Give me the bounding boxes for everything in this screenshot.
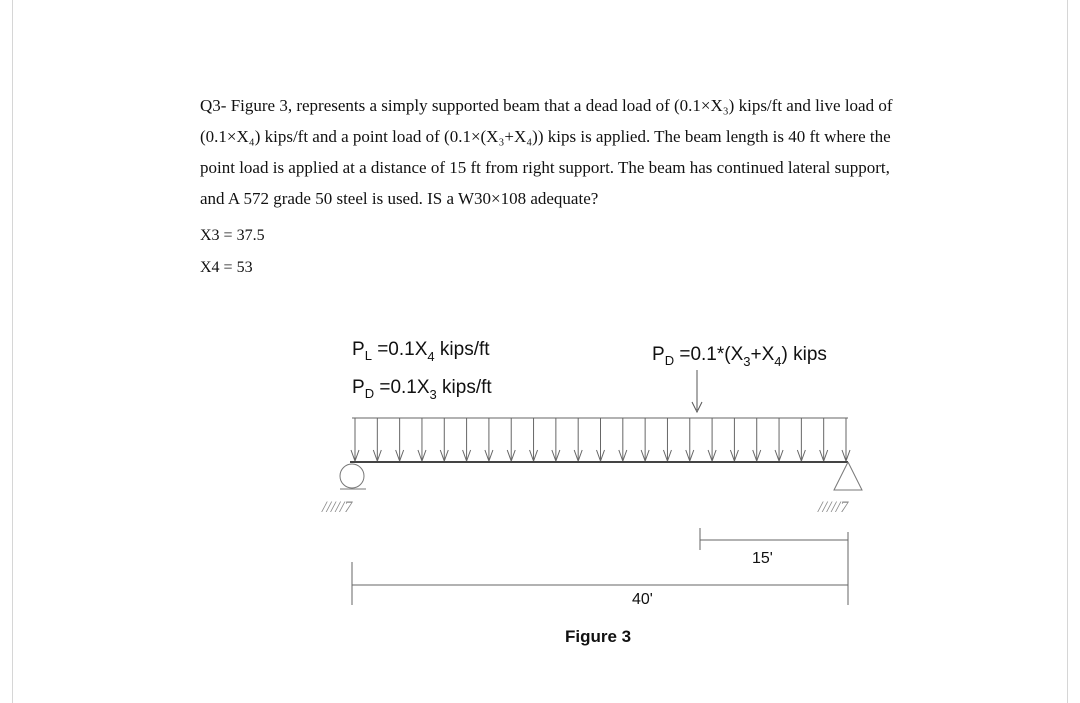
variable-x4: X4 = 53 xyxy=(200,259,253,276)
dimension-15ft-label: 15' xyxy=(752,550,773,567)
left-pin-support xyxy=(321,464,366,516)
udl-arrow xyxy=(842,418,850,461)
dead-load-label: $P_D =0.1X_3$ kips/ft xyxy=(352,377,492,402)
live-load-label: $P_L =0.1X_4$ kips/ft xyxy=(352,339,490,364)
question-line-3: point load is applied at a distance of 15 ft from right support. The beam has continued lateral support, xyxy=(200,158,890,177)
udl-arrow xyxy=(730,418,738,461)
figure-caption: Figure 3 xyxy=(565,627,632,646)
point-load-label: $P_D =0.1*(X_3+X_4)$ kips xyxy=(652,344,827,369)
dimension-15ft xyxy=(700,528,848,570)
udl-arrow xyxy=(753,418,761,461)
udl-arrow xyxy=(820,418,828,461)
udl-arrow xyxy=(440,418,448,461)
udl-arrow xyxy=(530,418,538,461)
udl-arrow xyxy=(507,418,515,461)
udl-arrow xyxy=(708,418,716,461)
right-support xyxy=(817,462,862,516)
udl-arrow xyxy=(797,418,805,461)
udl-arrow xyxy=(619,418,627,461)
udl-arrow xyxy=(463,418,471,461)
udl-arrow xyxy=(351,418,359,461)
point-load-arrow xyxy=(692,370,702,412)
udl-arrow xyxy=(552,418,560,461)
udl-arrow xyxy=(418,418,426,461)
udl-arrow xyxy=(396,418,404,461)
dimension-40ft-label: 40' xyxy=(632,591,653,608)
udl-arrow xyxy=(686,418,694,461)
svg-text://///7: /////7 xyxy=(322,499,353,516)
question-line-4: and A 572 grade 50 steel is used. IS a W30×108 adequate? xyxy=(200,189,599,208)
question-line-2: (0.1×X₄) kips/ft and a point load of (0.1×(X₃+X₄)) kips is applied. The beam length is 40 ft where the xyxy=(200,127,891,146)
udl-arrow xyxy=(597,418,605,461)
udl-arrow xyxy=(574,418,582,461)
variable-x3: X3 = 37.5 xyxy=(200,227,265,244)
udl-arrow xyxy=(663,418,671,461)
udl-arrow xyxy=(641,418,649,461)
distributed-load xyxy=(351,418,850,461)
udl-arrow xyxy=(775,418,783,461)
udl-arrow xyxy=(485,418,493,461)
udl-arrow xyxy=(373,418,381,461)
svg-text://///7: /////7 xyxy=(818,499,849,516)
dimension-40ft xyxy=(352,562,848,605)
question-line-1: Q3- Figure 3, represents a simply supported beam that a dead load of (0.1×X₃) kips/ft and live load of xyxy=(200,96,893,115)
